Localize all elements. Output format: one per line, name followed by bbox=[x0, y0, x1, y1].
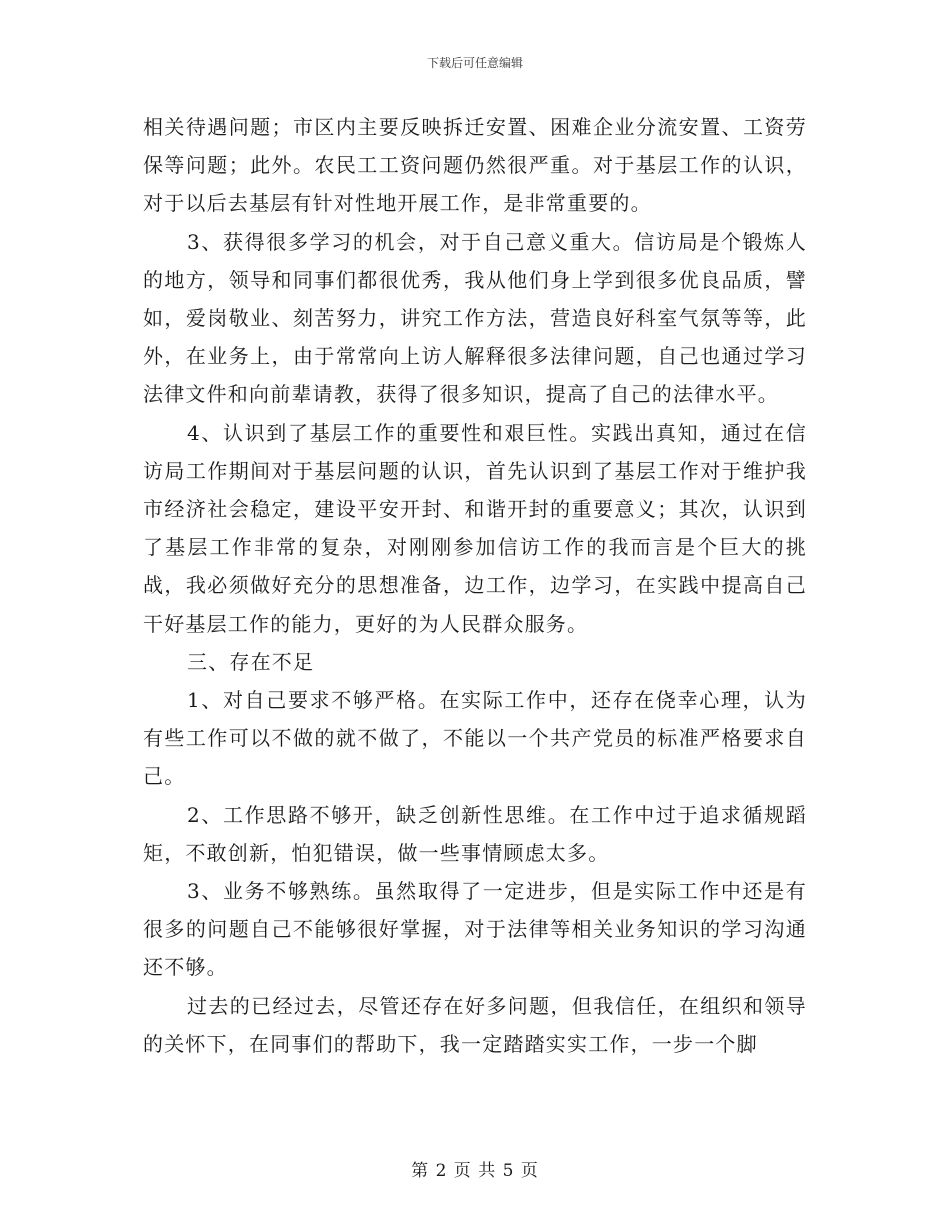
section-heading-shortcomings: 三、存在不足 bbox=[187, 649, 315, 674]
paragraph-2: 3、获得很多学习的机会，对于自己意义重大。信访局是个锻炼人的地方，领导和同事们都很优秀，我从他们身上学到很多优良品质，譬如，爱岗敬业、刻苦努力，讲究工作方法，营造良好科室气氛等等，此外，在业务上，由于常常向上访人解释很多法律问题，自己也通过学习法律文件和向前辈请教，获得了很多知识，提高了自己的法律水平。 bbox=[143, 229, 807, 407]
page-number-footer: 第 2 页 共 5 页 bbox=[411, 1161, 539, 1181]
paragraph-6: 2、工作思路不够开，缺乏创新性思维。在工作中过于追求循规蹈矩，不敢创新，怕犯错误，做一些事情顾虑太多。 bbox=[143, 802, 807, 865]
paragraph-5: 1、对自己要求不够严格。在实际工作中，还存在侥幸心理，认为有些工作可以不做的就不做了，不能以一个共产党员的标准严格要求自己。 bbox=[143, 688, 807, 789]
page-header: 下载后可任意编辑 bbox=[426, 56, 523, 70]
document-body bbox=[143, 108, 807, 1063]
paragraph-3: 4、认识到了基层工作的重要性和艰巨性。实践出真知，通过在信访局工作期间对于基层问题的认识，首先认识到了基层工作对于维护我市经济社会稳定，建设平安开封、和谐开封的重要意义；其次，认识到了基层工作非常的复杂，对刚刚参加信访工作的我而言是个巨大的挑战，我必须做好充分的思想准备，边工作，边学习，在实践中提高自己干好基层工作的能力，更好的为人民群众服务。 bbox=[143, 420, 807, 636]
paragraph-8: 过去的已经过去，尽管还存在好多问题，但我信任，在组织和领导的关怀下，在同事们的帮助下，我一定踏踏实实工作，一步一个脚 bbox=[143, 993, 807, 1056]
paragraph-7: 3、业务不够熟练。虽然取得了一定进步，但是实际工作中还是有很多的问题自己不能够很好掌握，对于法律等相关业务知识的学习沟通还不够。 bbox=[143, 879, 807, 980]
paragraph-1: 相关待遇问题；市区内主要反映拆迁安置、困难企业分流安置、工资劳保等问题；此外。农民工工资问题仍然很严重。对于基层工作的认识，对于以后去基层有针对性地开展工作，是非常重要的。 bbox=[143, 115, 807, 216]
